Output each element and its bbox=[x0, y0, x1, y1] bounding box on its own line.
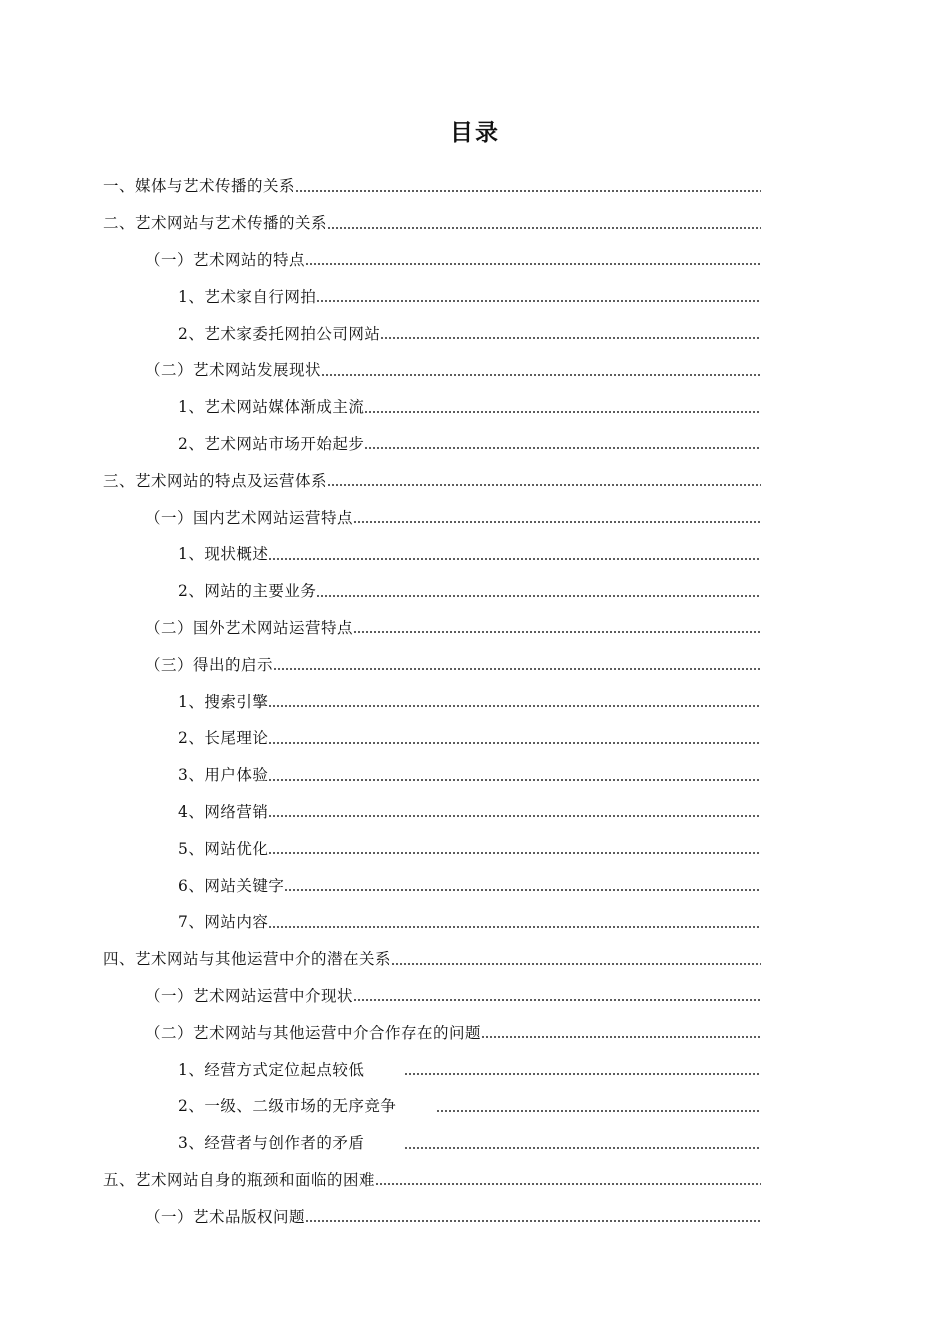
toc-entry[interactable] bbox=[0, 498, 950, 535]
toc-entry-label: （一）国内艺术网站运营特点 bbox=[145, 508, 354, 527]
dot-leader bbox=[327, 227, 761, 229]
toc-entry-label: 1、现状概述 bbox=[178, 545, 269, 564]
toc-entry[interactable] bbox=[0, 277, 950, 314]
toc-entry[interactable] bbox=[0, 977, 950, 1014]
toc-entry[interactable] bbox=[0, 388, 950, 425]
toc-entry-label: 7、网站内容 bbox=[178, 913, 269, 932]
toc-entry[interactable] bbox=[0, 866, 950, 903]
dot-leader bbox=[268, 558, 761, 560]
toc-entry-label: 2、长尾理论 bbox=[178, 729, 269, 748]
toc-entry-label: 2、艺术网站市场开始起步 bbox=[178, 434, 365, 453]
toc-entry-label: 3、经营者与创作者的矛盾 bbox=[178, 1134, 365, 1153]
dot-leader bbox=[268, 926, 761, 928]
toc-entry-label: （一）艺术品版权问题 bbox=[145, 1207, 306, 1226]
page-title: 目录 bbox=[450, 120, 500, 146]
dot-leader bbox=[268, 742, 761, 744]
toc-entry[interactable] bbox=[0, 756, 950, 793]
toc-entry[interactable] bbox=[0, 167, 950, 204]
toc-entry-label: 2、网站的主要业务 bbox=[178, 582, 317, 601]
toc-entry[interactable] bbox=[0, 719, 950, 756]
toc-entry[interactable] bbox=[0, 645, 950, 682]
toc-entry-label: 1、搜索引擎 bbox=[178, 692, 269, 711]
dot-leader bbox=[284, 889, 761, 891]
table-of-contents bbox=[0, 167, 950, 1234]
dot-leader bbox=[268, 779, 761, 781]
toc-entry-label: 6、网站关键字 bbox=[178, 876, 285, 895]
toc-entry[interactable] bbox=[0, 314, 950, 351]
toc-entry-label: （一）艺术网站运营中介现状 bbox=[145, 986, 354, 1005]
dot-leader bbox=[391, 963, 761, 965]
toc-entry[interactable] bbox=[0, 609, 950, 646]
toc-entry-label: 1、经营方式定位起点较低 bbox=[178, 1060, 365, 1079]
toc-entry-label: 五、艺术网站自身的瓶颈和面临的困难 bbox=[103, 1170, 376, 1189]
toc-entry-label: 二、艺术网站与艺术传播的关系 bbox=[103, 214, 328, 233]
toc-entry-label: 1、艺术家自行网拍 bbox=[178, 287, 317, 306]
toc-entry-label: 5、网站优化 bbox=[178, 839, 269, 858]
toc-entry-label: （一）艺术网站的特点 bbox=[145, 250, 306, 269]
toc-entry[interactable] bbox=[0, 1013, 950, 1050]
dot-leader bbox=[375, 1183, 761, 1185]
dot-leader bbox=[273, 668, 761, 670]
toc-entry[interactable] bbox=[0, 1197, 950, 1234]
toc-entry[interactable] bbox=[0, 682, 950, 719]
dot-leader bbox=[364, 411, 761, 413]
dot-leader bbox=[268, 815, 761, 817]
toc-entry[interactable] bbox=[0, 535, 950, 572]
dot-leader bbox=[316, 300, 761, 302]
toc-entry-label: 2、一级、二级市场的无序竞争 bbox=[178, 1097, 397, 1116]
toc-entry-label: （二）国外艺术网站运营特点 bbox=[145, 618, 354, 637]
toc-entry-label: 三、艺术网站的特点及运营体系 bbox=[103, 471, 328, 490]
dot-leader bbox=[364, 447, 761, 449]
toc-entry[interactable] bbox=[0, 1161, 950, 1198]
toc-entry[interactable] bbox=[0, 829, 950, 866]
toc-entry-label: （三）得出的启示 bbox=[145, 655, 274, 674]
dot-leader bbox=[380, 337, 761, 339]
toc-entry[interactable] bbox=[0, 425, 950, 462]
toc-entry-label: 2、艺术家委托网拍公司网站 bbox=[178, 324, 381, 343]
dot-leader bbox=[321, 374, 761, 376]
toc-entry[interactable] bbox=[0, 1050, 950, 1087]
dot-leader bbox=[305, 1220, 761, 1222]
toc-entry[interactable] bbox=[0, 1087, 950, 1124]
toc-entry-label: 一、媒体与艺术传播的关系 bbox=[103, 177, 296, 196]
dot-leader bbox=[404, 1147, 761, 1149]
toc-entry[interactable] bbox=[0, 461, 950, 498]
toc-entry-label: 1、艺术网站媒体渐成主流 bbox=[178, 398, 365, 417]
dot-leader bbox=[316, 595, 761, 597]
toc-entry[interactable] bbox=[0, 351, 950, 388]
toc-entry[interactable] bbox=[0, 793, 950, 830]
dot-leader bbox=[436, 1110, 761, 1112]
toc-entry[interactable] bbox=[0, 204, 950, 241]
toc-entry-label: （二）艺术网站与其他运营中介合作存在的问题 bbox=[145, 1023, 482, 1042]
dot-leader bbox=[353, 521, 761, 523]
dot-leader bbox=[268, 852, 761, 854]
toc-entry[interactable] bbox=[0, 1124, 950, 1161]
toc-entry[interactable] bbox=[0, 241, 950, 278]
dot-leader bbox=[295, 190, 761, 192]
dot-leader bbox=[481, 1036, 761, 1038]
dot-leader bbox=[404, 1073, 761, 1075]
toc-entry[interactable] bbox=[0, 903, 950, 940]
dot-leader bbox=[305, 263, 761, 265]
dot-leader bbox=[327, 484, 761, 486]
toc-entry-label: （二）艺术网站发展现状 bbox=[145, 361, 322, 380]
dot-leader bbox=[353, 999, 761, 1001]
dot-leader bbox=[268, 705, 761, 707]
toc-entry[interactable] bbox=[0, 940, 950, 977]
toc-entry-label: 4、网络营销 bbox=[178, 802, 269, 821]
toc-entry-label: 四、艺术网站与其他运营中介的潜在关系 bbox=[103, 950, 392, 969]
toc-entry[interactable] bbox=[0, 572, 950, 609]
dot-leader bbox=[353, 631, 761, 633]
toc-entry-label: 3、用户体验 bbox=[178, 766, 269, 785]
